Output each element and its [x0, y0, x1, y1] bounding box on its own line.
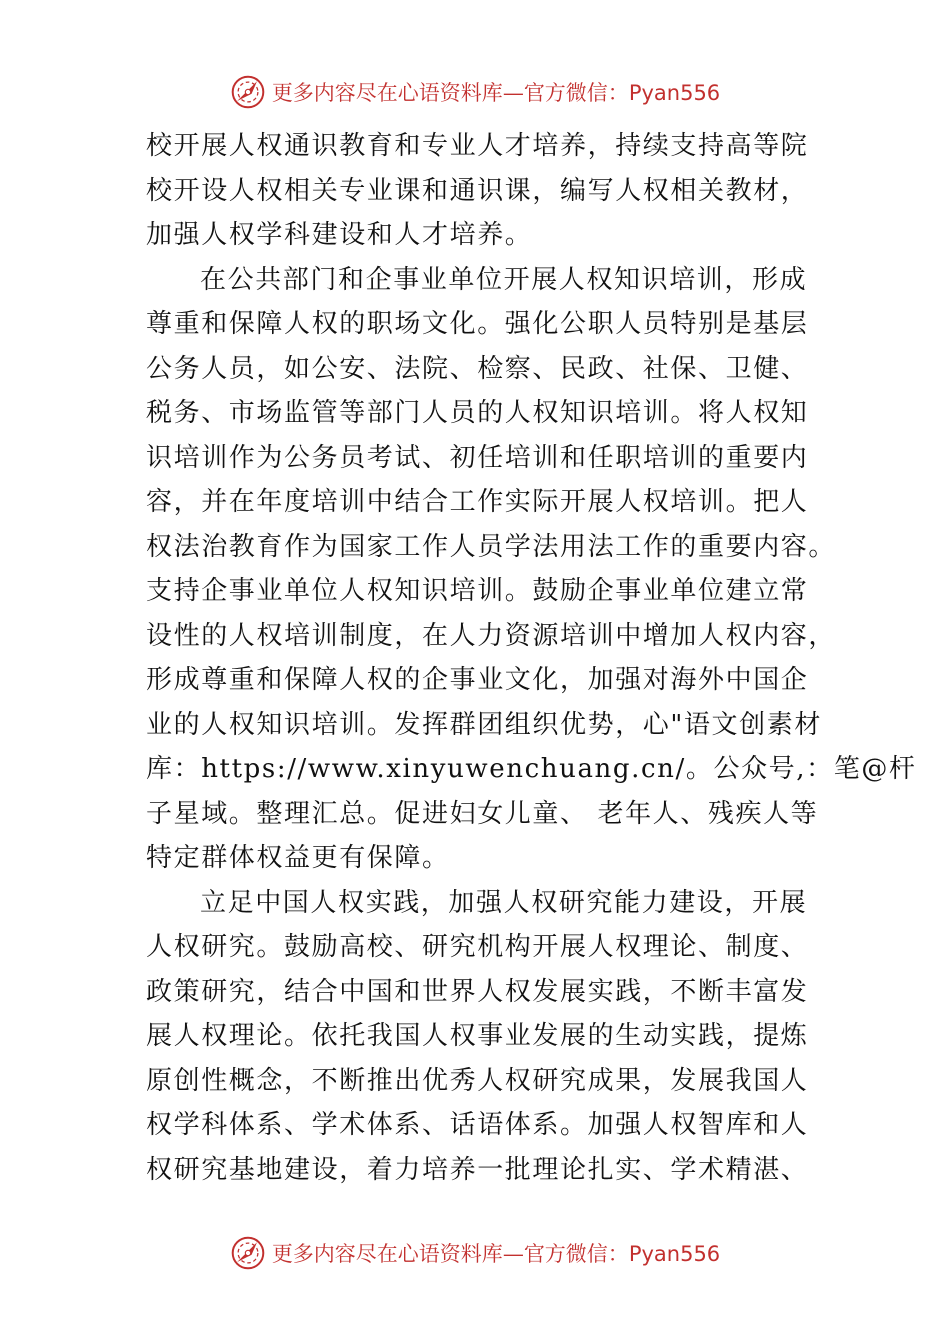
body-line: 业的人权知识培训。发挥群团组织优势，心"语文创素材 — [146, 709, 822, 740]
watermark-separator: — — [502, 1242, 524, 1266]
body-line: 形成尊重和保障人权的企事业文化，加强对海外中国企 — [146, 665, 809, 695]
body-line: 政策研究，结合中国和世界人权发展实践，不断丰富发 — [146, 976, 809, 1007]
body-line: 公务人员，如公安、法院、检察、民政、社保、卫健、 — [146, 353, 809, 384]
body-line: 加强人权学科建设和人才培养。 — [146, 220, 533, 250]
brand-logo-icon — [230, 74, 266, 110]
body-line: 识培训作为公务员考试、初任培训和任职培训的重要内 — [146, 442, 809, 473]
body-line: 税务、市场监管等部门人员的人权知识培训。将人权知 — [146, 398, 809, 428]
body-line: 原创性概念，不断推出优秀人权研究成果，发展我国人 — [146, 1065, 809, 1096]
footer-watermark — [0, 1231, 950, 1275]
document-body — [146, 124, 917, 1192]
body-line: 库：https://www.xinyuwenchuang.cn/。公众号,：笔@杆 — [146, 754, 917, 784]
body-line: 特定群体权益更有保障。 — [146, 843, 450, 873]
body-line: 权研究基地建设，着力培养一批理论扎实、学术精湛、 — [146, 1154, 809, 1185]
watermark-wechat-id: Pyan556 — [628, 81, 721, 105]
body-line: 支持企事业单位人权知识培训。鼓励企事业单位建立常 — [146, 576, 809, 606]
body-line: 立足中国人权实践，加强人权研究能力建设，开展 — [200, 887, 808, 918]
watermark-wechat-id: Pyan556 — [628, 1242, 721, 1266]
body-line: 子星域。整理汇总。促进妇女儿童、 老年人、残疾人等 — [146, 798, 819, 829]
body-line: 容，并在年度培训中结合工作实际开展人权培训。把人 — [146, 487, 809, 517]
watermark-main: 更多内容尽在心语资料库 — [271, 1242, 503, 1266]
watermark-separator: — — [502, 81, 524, 105]
body-line: 校开展人权通识教育和专业人才培养，持续支持高等院 — [146, 131, 809, 161]
watermark-text — [272, 77, 720, 107]
watermark-text — [272, 1238, 720, 1268]
body-line: 权学科体系、学术体系、话语体系。加强人权智库和人 — [146, 1110, 809, 1140]
body-line: 尊重和保障人权的职场文化。强化公职人员特别是基层 — [146, 309, 809, 339]
watermark-suffix: 官方微信： — [523, 81, 629, 105]
body-line: 人权研究。鼓励高校、研究机构开展人权理论、制度、 — [146, 932, 809, 962]
body-line: 校开设人权相关专业课和通识课，编写人权相关教材， — [146, 175, 809, 206]
body-line: 权法治教育作为国家工作人员学法用法工作的重要内容。 — [146, 531, 837, 562]
body-line: 展人权理论。依托我国人权事业发展的生动实践，提炼 — [146, 1021, 809, 1051]
header-watermark — [0, 70, 950, 114]
brand-logo-icon — [230, 1235, 266, 1271]
watermark-suffix: 官方微信： — [523, 1242, 629, 1266]
watermark-main: 更多内容尽在心语资料库 — [271, 81, 503, 105]
body-line: 在公共部门和企事业单位开展人权知识培训，形成 — [200, 264, 808, 295]
body-line: 设性的人权培训制度，在人力资源培训中增加人权内容， — [146, 620, 837, 651]
